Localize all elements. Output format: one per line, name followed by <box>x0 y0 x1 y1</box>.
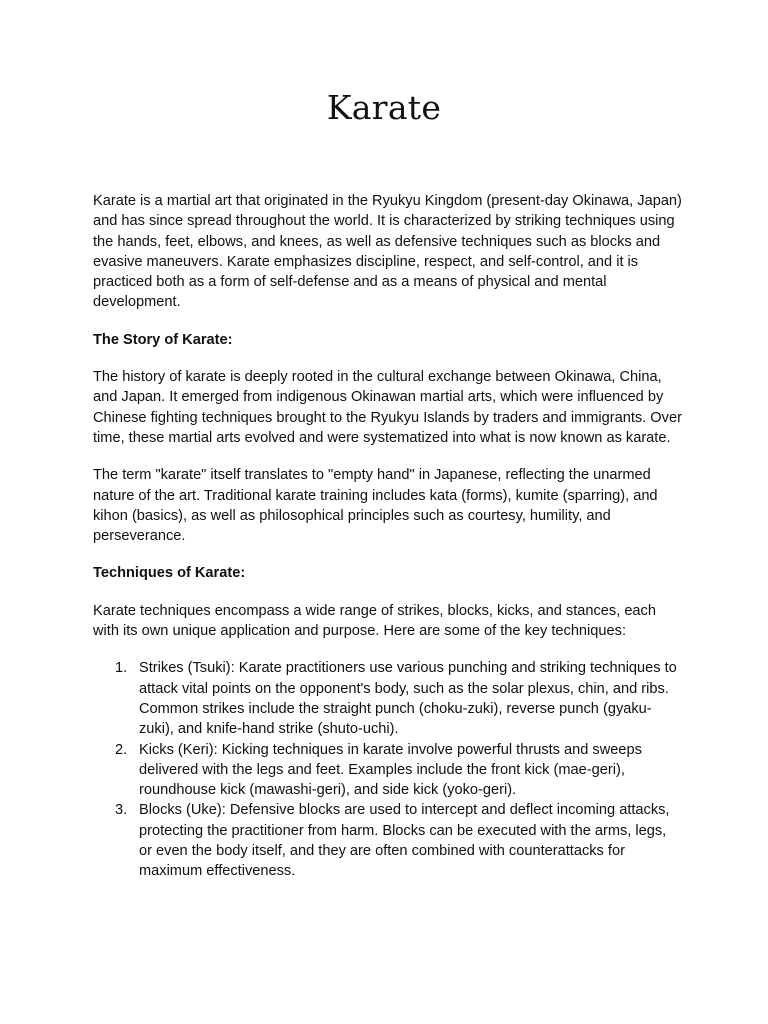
story-heading: The Story of Karate: <box>93 331 233 348</box>
document-body <box>93 191 683 882</box>
list-item-number: 1. <box>115 660 128 677</box>
list-item-text: Blocks (Uke): Defensive blocks are used to intercept and deflect incoming attacks, protecting the practitioner from harm. Blocks can be executed with the arms, legs, or even the body itself, and they are often combined with counterattacks for maximum effectiveness. <box>139 802 670 880</box>
techniques-intro: Karate techniques encompass a wide range of strikes, blocks, kicks, and stances, each with its own unique application and purpose. Here are some of the key techniques: <box>93 602 656 640</box>
list-item-number: 3. <box>115 802 128 819</box>
story-paragraph: The history of karate is deeply rooted in the cultural exchange between Okinawa, China, and Japan. It emerged from indigenous Okinawan martial arts, which were influenced by Chinese fighting techniques brought to the Ryukyu Islands by traders and immigrants. Over time, these martial arts evolved and were systematized into what is now known as karate. <box>93 369 682 446</box>
story-paragraph: The term "karate" itself translates to "empty hand" in Japanese, reflecting the unarmed nature of the art. Traditional karate training includes kata (forms), kumite (sparring), and kihon (basics), as well as philosophical principles such as courtesy, humility, and perseverance. <box>93 467 658 545</box>
list-item-text: Kicks (Keri): Kicking techniques in karate involve powerful thrusts and sweeps delivered with the legs and feet. Examples include the front kick (mae-geri), roundhouse kick (mawashi-geri), and side kick (yoko-geri). <box>139 741 642 799</box>
intro-paragraph: Karate is a martial art that originated in the Ryukyu Kingdom (present-day Okinawa, Japan) and has since spread throughout the world. It is characterized by striking techniques using the hands, feet, elbows, and knees, as well as defensive techniques such as blocks and evasive maneuvers. Karate emphasizes discipline, respect, and self-control, and it is practiced both as a form of self-defense and as a means of physical and mental development. <box>93 193 682 311</box>
list-item <box>93 658 683 739</box>
techniques-heading: Techniques of Karate: <box>93 565 246 582</box>
list-item <box>93 800 683 881</box>
list-item-number: 2. <box>115 741 128 758</box>
techniques-list <box>93 658 683 881</box>
list-item <box>93 740 683 801</box>
list-item-text: Strikes (Tsuki): Karate practitioners use various punching and striking techniques to attack vital points on the opponent's body, such as the solar plexus, chin, and ribs. Common strikes include the straight punch (choku-zuki), reverse punch (gyaku-zuki), and knife-hand strike (shuto-uchi). <box>139 660 677 738</box>
page-title: Karate <box>326 88 442 127</box>
